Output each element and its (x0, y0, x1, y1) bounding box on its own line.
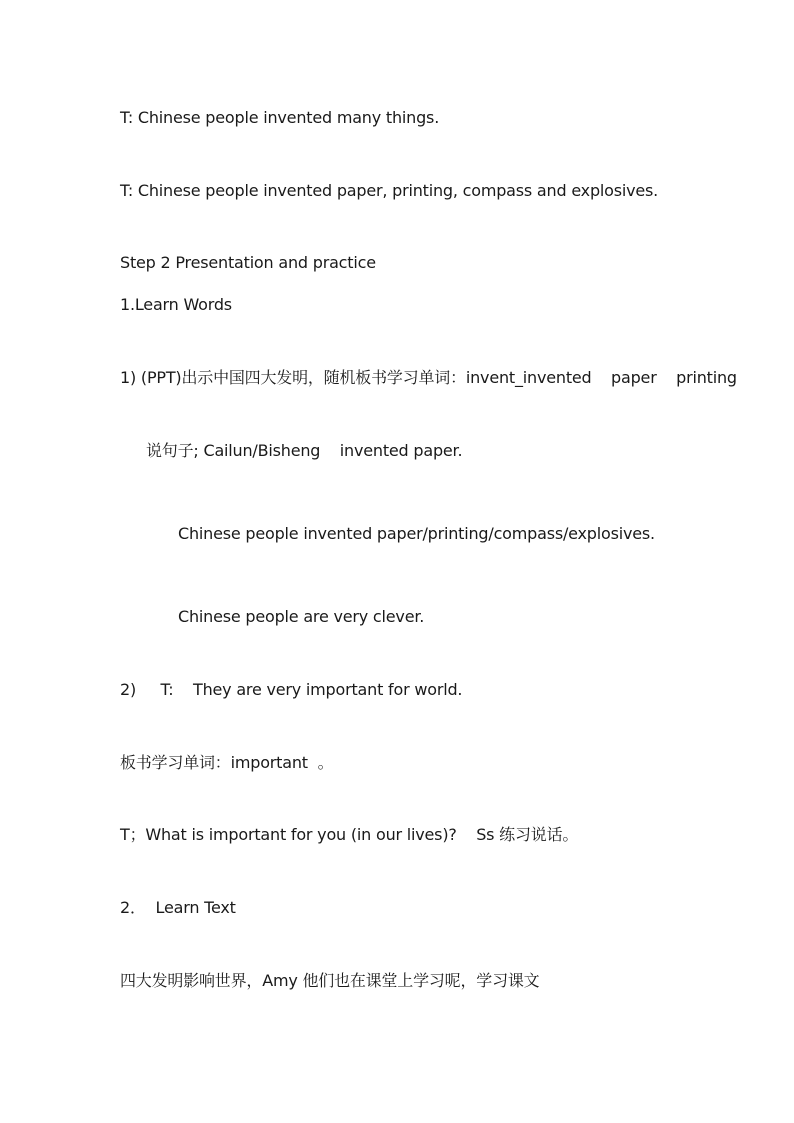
sentence-line-1: 说句子; Cailun/Bisheng invented paper. (146, 441, 463, 460)
section-heading-learn-text: 2． Learn Text (120, 898, 236, 917)
section-heading-learn-words: 1.Learn Words (120, 295, 232, 314)
board-word-line: 板书学习单词：important 。 (120, 753, 334, 772)
text-intro-line: 四大发明影响世界，Amy 他们也在课堂上学习呢，学习课文 (120, 971, 540, 990)
sentence-line-2: Chinese people invented paper/printing/compass/explosives. (178, 524, 655, 543)
instruction-line-2: 2) T: They are very important for world. (120, 680, 463, 699)
dialogue-line-2: T: Chinese people invented paper, printing, compass and explosives. (120, 181, 659, 200)
dialogue-line-1: T: Chinese people invented many things. (120, 108, 440, 127)
step-heading: Step 2 Presentation and practice (120, 253, 376, 272)
question-line: T；What is important for you (in our lives)? Ss 练习说话。 (120, 825, 579, 844)
sentence-line-3: Chinese people are very clever. (178, 607, 425, 626)
instruction-line-1: 1) (PPT)出示中国四大发明，随机板书学习单词：invent_invented paper printing (120, 368, 737, 387)
